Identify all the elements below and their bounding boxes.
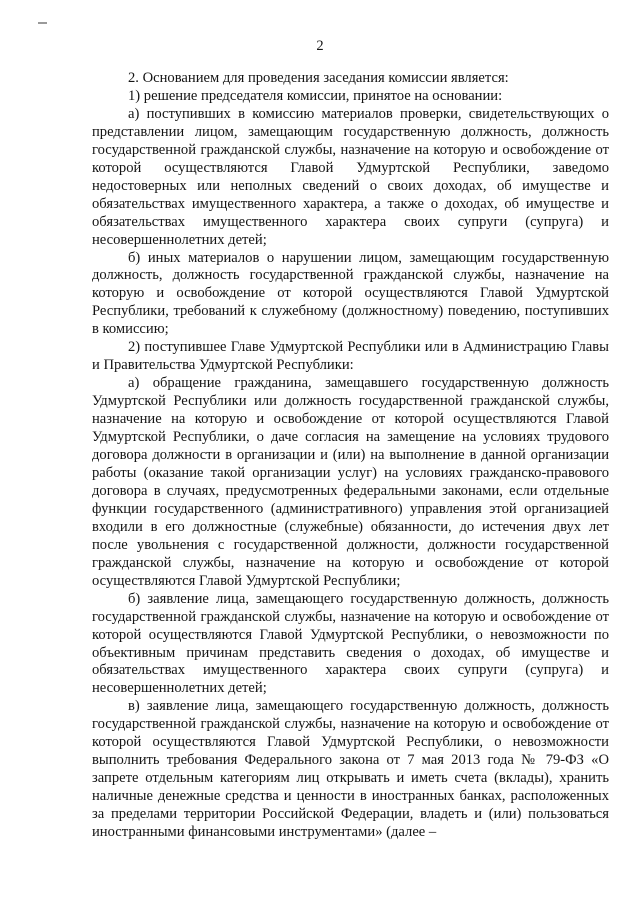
- paragraph-subitem-2a: а) обращение гражданина, замещавшего государственную должность Удмуртской Республики или должность государственной гражданской службы, назначение на которую и освобождение от которой осуществляются Главой Удмуртской Республики, о даче согласия на замещение на условиях трудового договора должности в организации и (или) на выполнение в данной организации работы (оказание такой организации услуг) на условиях гражданско-правового договора в случаях, предусмотренных федеральными законами, если отдельные функции государственного (административного) управления этой организацией входили в его должностные (служебные) обязанности, до истечения двух лет после увольнения с государственной должности, должности государственной гражданской службы, назначение на которую и освобождение от которой осуществляются Главой Удмуртской Республики;: [92, 375, 609, 589]
- paragraph-subitem-1b: б) иных материалов о нарушении лицом, замещающим государственную должность, должность государственной гражданской службы, назначение на которую и освобождение от которой осуществляются Главой Удмуртской Республики, требований к служебному (должностному) поведению, поступивших в комиссию;: [92, 249, 609, 338]
- paragraph-subitem-2: 2) поступившее Главе Удмуртской Республики или в Администрацию Главы и Правительства Удмуртской Республики:: [92, 339, 609, 374]
- paragraph-subitem-1a: а) поступивших в комиссию материалов проверки, свидетельствующих о представлении лицом, замещающим государственную должность, должность государственной гражданской службы, назначение на которую и освобождение от которой осуществляются Главой Удмуртской Республики, заведомо недостоверных или неполных сведений о своих доходах, об имуществе и обязательствах имущественного характера, а также о доходах, об имуществе и обязательствах имущественного характера своих супруги (супруга) и несовершеннолетних детей;: [92, 105, 609, 248]
- paragraph-item-2: 2. Основанием для проведения заседания комиссии является:: [128, 70, 509, 86]
- page-number: 2: [316, 38, 324, 54]
- document-body: [92, 70, 609, 842]
- paragraph-subitem-2b: б) заявление лица, замещающего государственную должность, должность государственной гражданской службы, назначение на которую и освобождение от которой осуществляются Главой Удмуртской Республики, о невозможности по объективным причинам представить сведения о доходах, об имуществе и обязательствах имущественного характера своих супруги (супруга) и несовершеннолетних детей;: [92, 590, 609, 697]
- scan-mark: [38, 22, 47, 24]
- paragraph-subitem-1: 1) решение председателя комиссии, принятое на основании:: [128, 87, 503, 104]
- paragraph-subitem-2v: в) заявление лица, замещающего государственную должность, должность государственной гражданской службы, назначение на которую и освобождение от которой осуществляются Главой Удмуртской Республики, о невозможности выполнить требования Федерального закона от 7 мая 2013 года № 79-ФЗ «О запрете отдельным категориям лиц открывать и иметь счета (вклады), хранить наличные денежные средства и ценности в иностранных банках, расположенных за пределами территории Российской Федерации, владеть и (или) пользоваться иностранными финансовыми инструментами» (далее –: [92, 698, 609, 841]
